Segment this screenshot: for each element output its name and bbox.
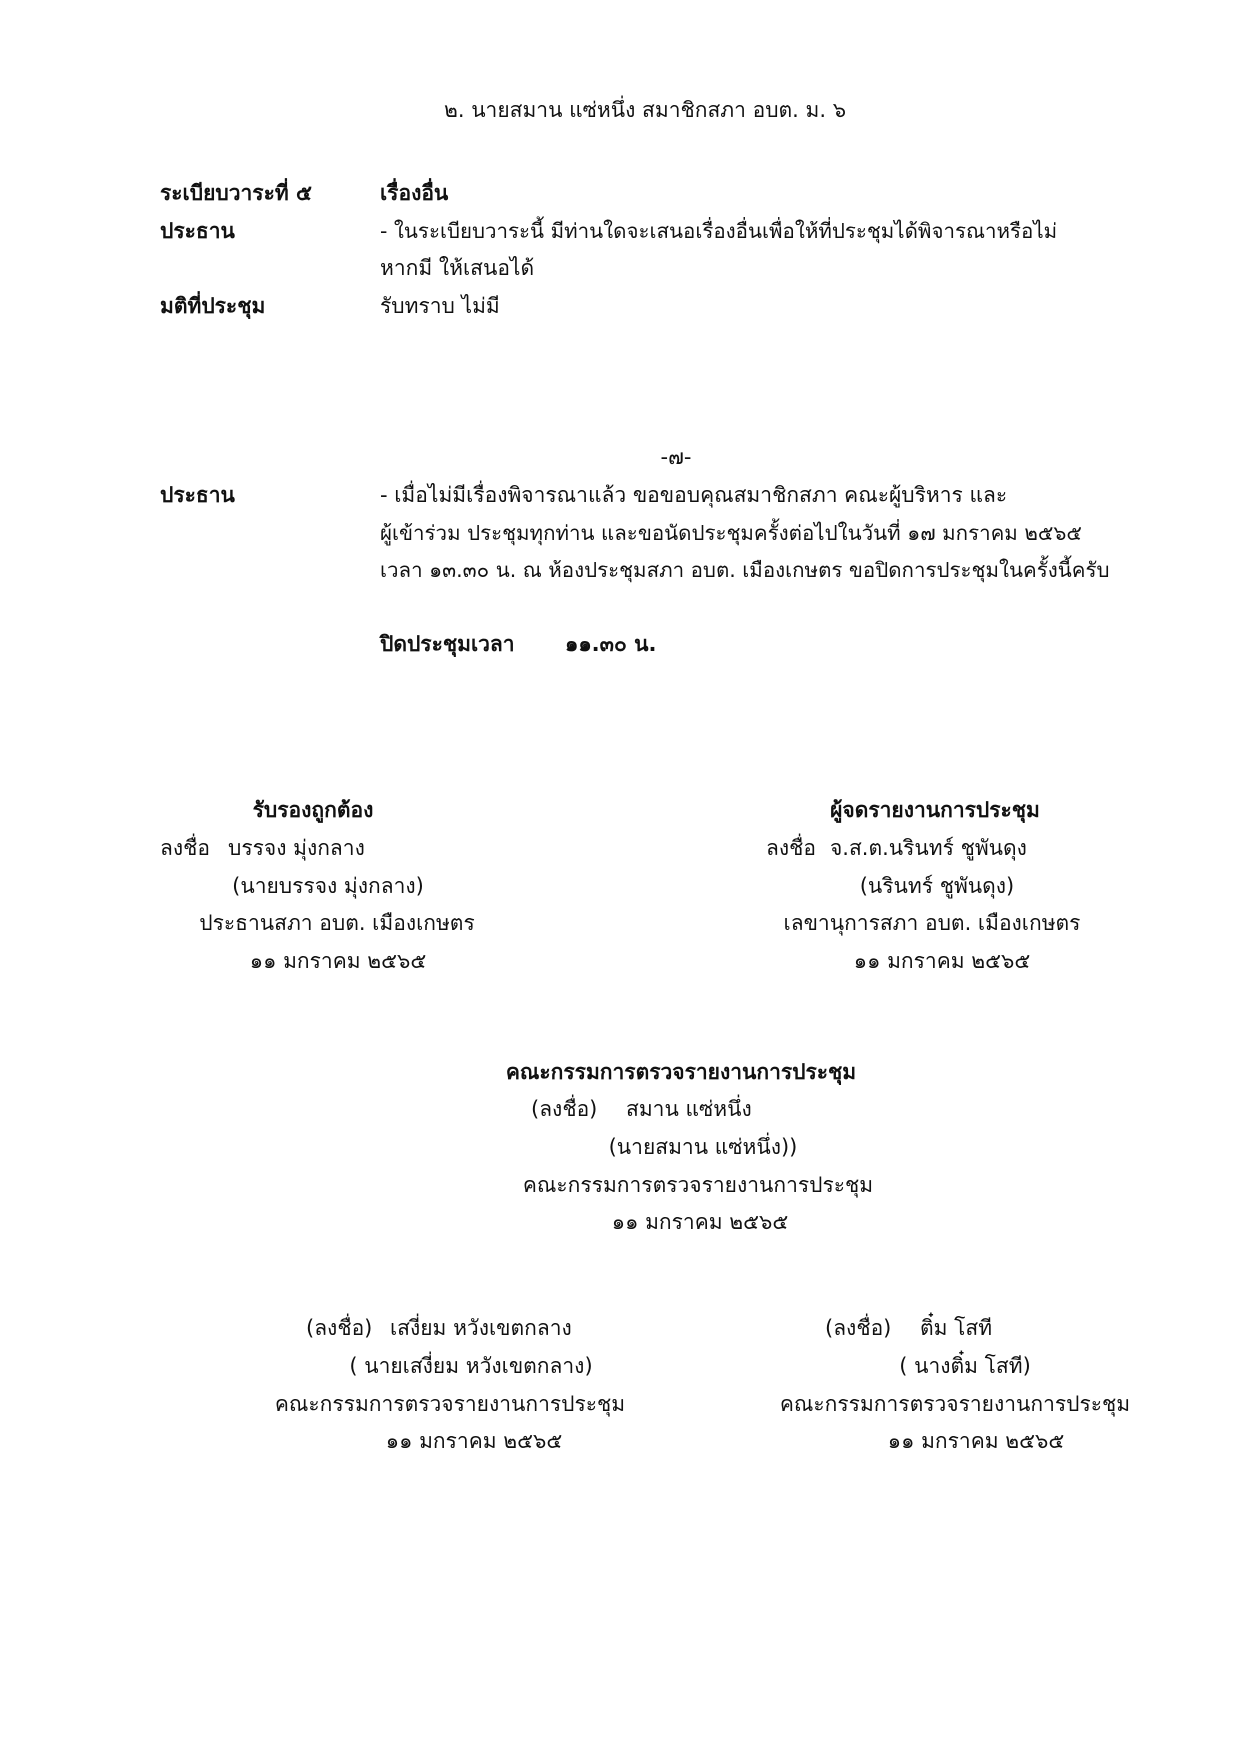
closing-line-2: ผู้เข้าร่วม ประชุมทุกท่าน และขอนัดประชุมครั้งต่อไปในวันที่ ๑๗ มกราคม ๒๕๖๕ [380,521,1082,545]
member-right-signature: ติ๋ม โสที [920,1316,993,1340]
committee-signature: สมาน แซ่หนึ่ง [626,1097,752,1121]
close-meeting-time: ๑๑.๓๐ น. [565,632,657,656]
closing-line-3: เวลา ๑๓.๓๐ น. ณ ห้องประชุมสภา อบต. เมืองเกษตร ขอปิดการประชุมในครั้งนี้ครับ [380,558,1110,582]
member-left-signature: เสงี่ยม หวังเขตกลาง [390,1316,572,1340]
member-left-name: ( นายเสงี่ยม หวังเขตกลาง) [349,1354,593,1378]
recorder-signature: จ.ส.ต.นรินทร์ ชูพันดุง [830,836,1027,860]
recorder-name: (นรินทร์ ชูพันดุง) [859,874,1015,898]
top-line: ๒. นายสมาน แซ่หนึ่ง สมาชิกสภา อบต. ม. ๖ [444,98,847,122]
certify-name: (นายบรรจง มุ่งกลาง) [232,874,424,898]
certify-position: ประธานสภา อบต. เมืองเกษตร [199,911,475,935]
committee-date: ๑๑ มกราคม ๒๕๖๕ [611,1210,789,1234]
recorder-sign-prefix: ลงชื่อ [766,836,816,860]
agenda-label: ระเบียบวาระที่ ๕ [160,181,312,205]
committee-position: คณะกรรมการตรวจรายงานการประชุม [522,1173,874,1197]
chair-statement-line-2: หากมี ให้เสนอได้ [380,256,535,280]
closing-chair-label: ประธาน [160,483,235,507]
resolution-label: มติที่ประชุม [160,294,266,318]
member-left-sign-prefix: (ลงชื่อ) [306,1316,373,1340]
recorder-date: ๑๑ มกราคม ๒๕๖๕ [853,949,1031,973]
agenda-title: เรื่องอื่น [380,181,449,205]
member-right-position: คณะกรรมการตรวจรายงานการประชุม [779,1392,1131,1416]
certify-sign-prefix: ลงชื่อ [160,836,210,860]
certify-date: ๑๑ มกราคม ๒๕๖๕ [249,949,427,973]
member-left-position: คณะกรรมการตรวจรายงานการประชุม [274,1392,626,1416]
member-left-date: ๑๑ มกราคม ๒๕๖๕ [385,1429,563,1453]
member-right-sign-prefix: (ลงชื่อ) [825,1316,892,1340]
member-right-date: ๑๑ มกราคม ๒๕๖๕ [887,1429,1065,1453]
closing-line-1: - เมื่อไม่มีเรื่องพิจารณาแล้ว ขอขอบคุณสมาชิกสภา คณะผู้บริหาร และ [380,483,1008,507]
committee-heading: คณะกรรมการตรวจรายงานการประชุม [505,1060,857,1084]
recorder-position: เลขานุการสภา อบต. เมืองเกษตร [783,911,1081,935]
close-meeting-label: ปิดประชุมเวลา [380,632,515,656]
committee-name: (นายสมาน แซ่หนึ่ง)) [608,1135,798,1159]
chair-label: ประธาน [160,219,235,243]
certify-signature: บรรจง มุ่งกลาง [228,836,365,860]
chair-statement-line-1: - ในระเบียบวาระนี้ มีท่านใดจะเสนอเรื่องอื่นเพื่อให้ที่ประชุมได้พิจารณาหรือไม่ [380,219,1058,243]
page-number: -๗- [660,445,692,469]
member-right-name: ( นางติ๋ม โสที) [899,1354,1031,1378]
committee-sign-prefix: (ลงชื่อ) [531,1097,598,1121]
recorder-heading: ผู้จดรายงานการประชุม [830,798,1040,822]
resolution-text: รับทราบ ไม่มี [380,294,500,318]
certify-heading: รับรองถูกต้อง [252,798,374,822]
